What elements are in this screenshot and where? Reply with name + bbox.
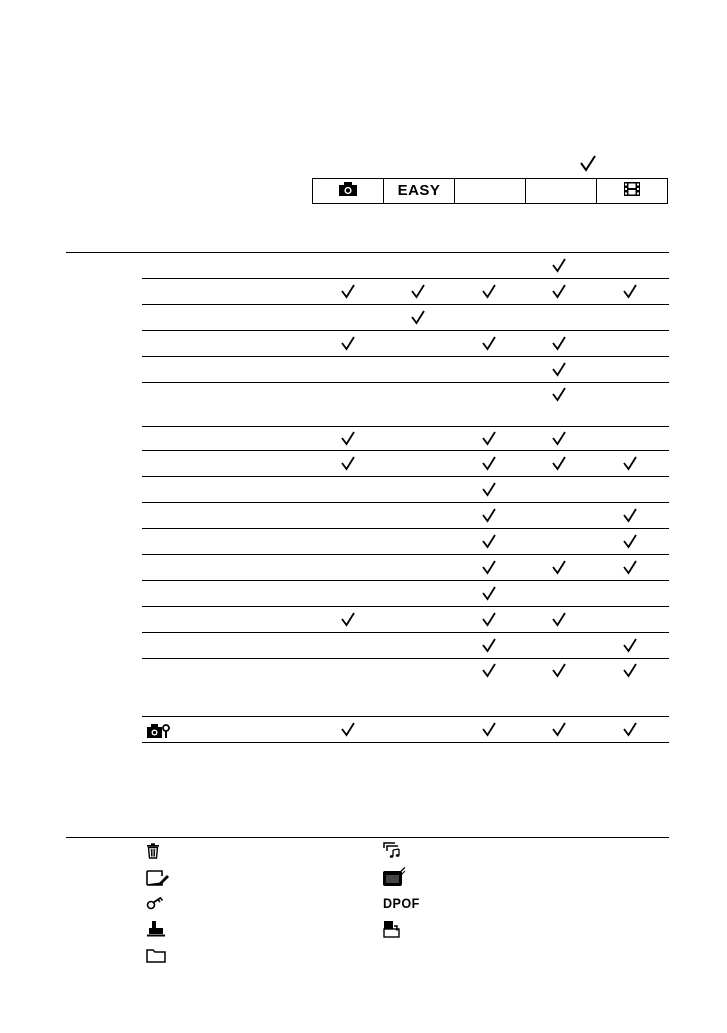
check-icon: [481, 559, 497, 575]
check-icon: [340, 283, 356, 299]
table-row-rule: [142, 330, 669, 331]
check-icon: [481, 507, 497, 523]
check-icon: [622, 455, 638, 471]
trash-icon: [146, 843, 160, 859]
table-row-rule: [142, 716, 669, 717]
table-row-rule: [142, 476, 669, 477]
check-icon: [481, 611, 497, 627]
mode-easy-cell: [384, 179, 455, 204]
mode-cell-3: [455, 179, 526, 204]
check-icon: [622, 637, 638, 653]
table-row-rule: [142, 426, 669, 427]
check-icon: [340, 430, 356, 446]
check-icon: [340, 455, 356, 471]
check-icon: [481, 335, 497, 351]
check-icon: [481, 662, 497, 678]
mode-easy-label: EASY: [397, 182, 441, 199]
mode-header-table: [312, 178, 668, 204]
folder-icon: [146, 947, 166, 963]
check-icon: [551, 361, 567, 377]
mode-camera-cell: [313, 179, 384, 204]
check-icon: [551, 283, 567, 299]
check-icon: [340, 721, 356, 737]
check-icon: [622, 721, 638, 737]
check-icon: [481, 533, 497, 549]
table-row-rule: [142, 356, 669, 357]
camera-setup-icon: [146, 722, 172, 740]
table-row-rule: [142, 278, 669, 279]
check-icon: [481, 481, 497, 497]
check-icon: [551, 662, 567, 678]
check-icon: [622, 533, 638, 549]
rotate-icon: [383, 920, 401, 938]
check-icon: [551, 721, 567, 737]
check-icon: [551, 386, 567, 402]
table-row-rule: [142, 658, 669, 659]
check-icon: [622, 662, 638, 678]
check-icon: [622, 559, 638, 575]
camera-icon: [338, 181, 358, 197]
protect-key-icon: [146, 896, 168, 910]
movie-film-icon: [622, 181, 642, 197]
check-icon: [551, 335, 567, 351]
check-icon: [551, 611, 567, 627]
check-icon: [622, 507, 638, 523]
table-row-rule: [142, 528, 669, 529]
check-icon: [481, 455, 497, 471]
table-row-rule: [142, 450, 669, 451]
table-top-rule: [66, 252, 669, 253]
check-icon: [340, 611, 356, 627]
check-icon: [410, 309, 426, 325]
print-icon: [146, 920, 166, 938]
retouch-icon: [146, 869, 170, 887]
check-icon: [551, 430, 567, 446]
check-icon: [481, 430, 497, 446]
table-row-rule: [142, 742, 669, 743]
table-row-rule: [142, 382, 669, 383]
check-icon: [551, 257, 567, 273]
table-row-rule: [142, 606, 669, 607]
table-row-rule: [142, 502, 669, 503]
check-icon: [622, 283, 638, 299]
check-icon: [551, 559, 567, 575]
check-icon: [410, 283, 426, 299]
check-icon: [481, 585, 497, 601]
check-icon: [481, 721, 497, 737]
slideshow-icon: [383, 842, 403, 860]
check-icon: [551, 455, 567, 471]
mode-movie-cell: [597, 179, 668, 204]
table-row-rule: [142, 304, 669, 305]
check-icon: [481, 637, 497, 653]
check-icon: [340, 335, 356, 351]
change-folder-icon: [382, 867, 406, 887]
dpof-label: DPOF: [383, 895, 420, 911]
mode-cell-4: [526, 179, 597, 204]
table-row-rule: [142, 580, 669, 581]
check-icon: [481, 283, 497, 299]
table-row-rule: [142, 554, 669, 555]
viewing-menu-top-rule: [66, 837, 669, 838]
table-row-rule: [142, 632, 669, 633]
legend-check-icon: [578, 153, 598, 173]
